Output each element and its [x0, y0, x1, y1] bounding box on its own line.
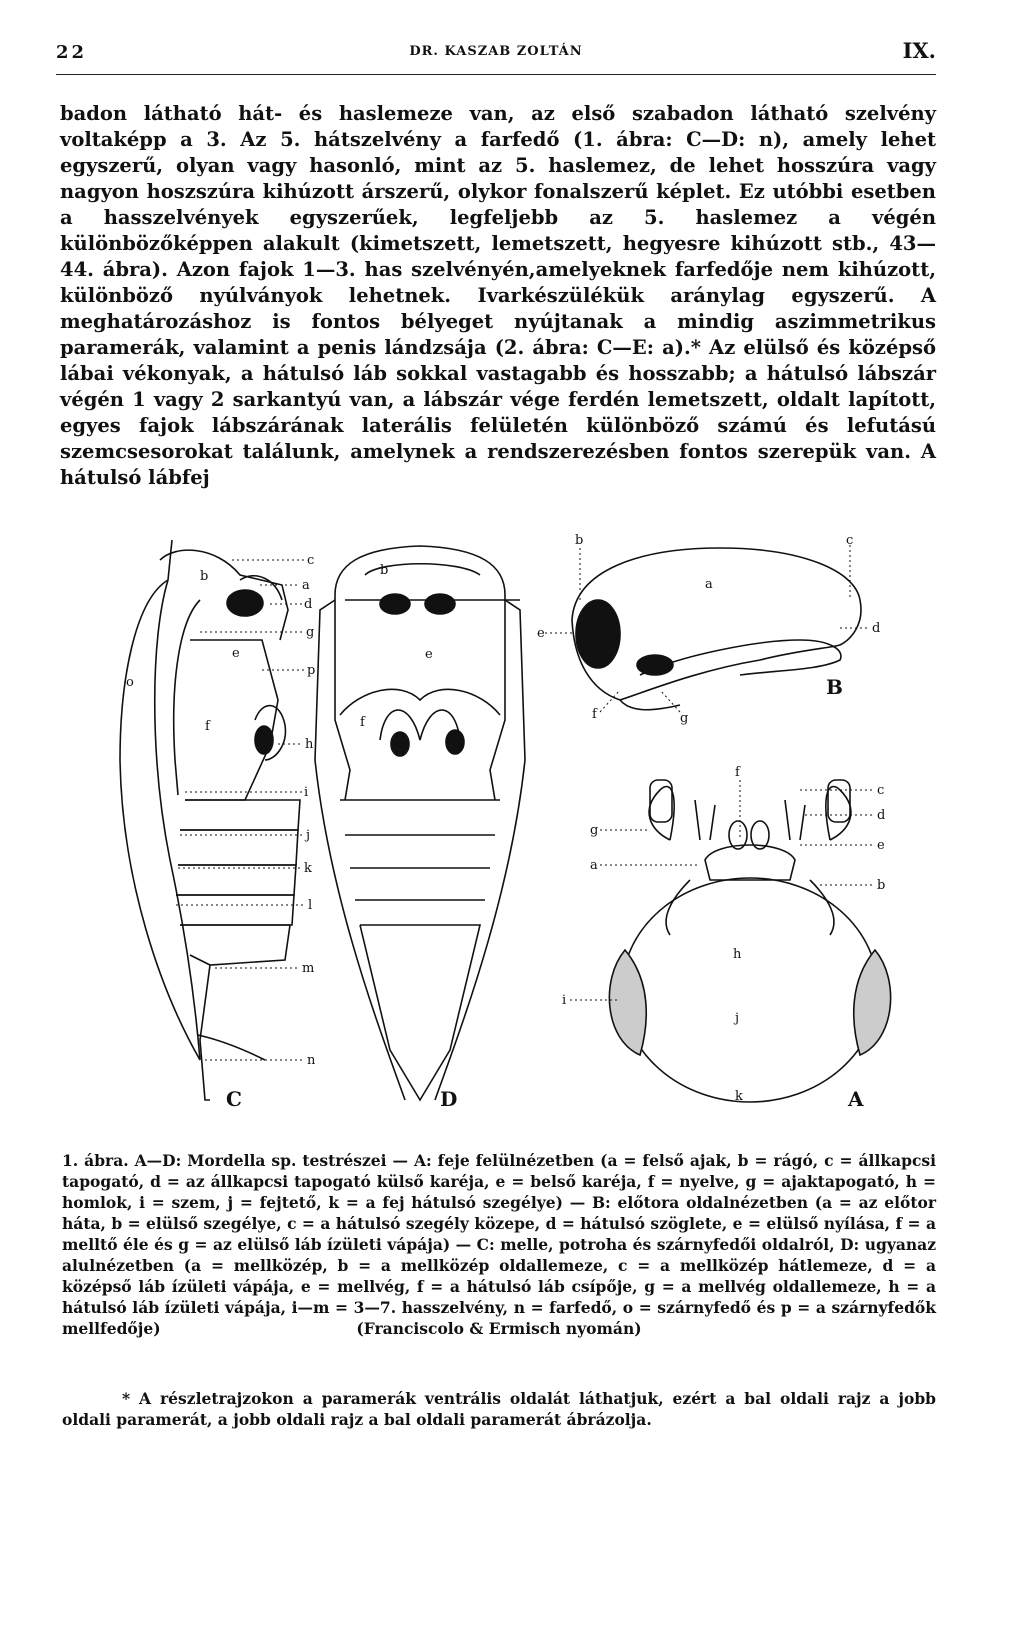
panel-a-head-drawing	[609, 780, 890, 1102]
label-c-d: d	[304, 597, 313, 612]
label-a-d: d	[877, 808, 886, 823]
label-a-i: i	[562, 993, 567, 1008]
label-b-f: f	[592, 707, 597, 722]
label-d-f: f	[360, 715, 365, 730]
label-a-a: a	[590, 858, 598, 873]
label-c-i: i	[304, 785, 309, 800]
panel-label-d: D	[440, 1087, 458, 1111]
panel-label-a: A	[848, 1087, 864, 1111]
label-b-b: b	[575, 533, 584, 548]
label-a-k: k	[735, 1089, 743, 1104]
label-b-e: e	[537, 626, 545, 641]
label-c-p: p	[307, 663, 316, 678]
page-number: 22	[56, 42, 88, 63]
label-c-c: c	[307, 553, 315, 568]
label-d-e: e	[425, 647, 433, 662]
label-c-e: e	[232, 646, 240, 661]
label-c-o: o	[126, 675, 134, 690]
label-c-k: k	[304, 861, 312, 876]
panel-label-b: B	[826, 675, 843, 699]
label-c-m: m	[302, 961, 315, 976]
panel-c-leader-lines	[176, 560, 309, 1060]
panel-a-labels	[562, 765, 885, 1104]
panel-c-lateral-drawing	[120, 540, 300, 1100]
label-a-g: g	[590, 823, 599, 838]
panel-b-pronotum-drawing	[572, 548, 861, 710]
figure-source: (Franciscolo & Ermisch nyomán)	[356, 1319, 642, 1338]
label-b-c: c	[846, 533, 854, 548]
label-b-g: g	[680, 711, 689, 726]
label-a-h: h	[733, 947, 742, 962]
label-c-a: a	[302, 578, 310, 593]
label-c-l: l	[308, 898, 313, 913]
label-d-b: b	[380, 563, 389, 578]
label-b-a: a	[705, 577, 713, 592]
running-head-author: DR. KASZAB ZOLTÁN	[409, 44, 583, 59]
label-a-b: b	[877, 878, 886, 893]
footnote: * A részletrajzokon a paramerák ventrális oldalát láthatjuk, ezért a bal oldali rajz a jobb oldali paramerát, a jobb oldali rajz a bal oldali paramerát ábrázolja.	[62, 1389, 936, 1429]
body-paragraph: badon látható hát- és haslemeze van, az első szabadon látható szelvény voltaképp a 3. Az 5. hátszelvény a farfedő (1. ábra: C—D: n), amely lehet egyszerű, olyan vagy hasonló, mint az 5. haslemez, de lehet hosszúra vagy nagyon hoszszúra kihúzott árszerű, olykor fonalszerű képlet. Ez utóbbi esetben a hasszelvények egyszerűek, legfeljebb az 5. haslemez a végén különbözőképpen alakult (kimetszett, lemetszett, hegyesre kihúzott stb., 43—44. ábra). Azon fajok 1—3. has szelvényén,amelyeknek farfedője nem kihúzott, különböző nyúlványok lehetnek. Ivarkészülékük aránylag egyszerű. A meghatározáshoz is fontos bélyeget nyújtanak a mindig aszimmetrikus paramerák, valamint a penis lándzsája (2. ábra: C—E: a).* Az elülső és középső lábai vékonyak, a hátulsó láb sokkal vastagabb és hosszabb; a hátulsó lábszár végén 1 vagy 2 sarkantyú van, a lábszár vége ferdén lemetszett, oldalt lapított, egyes fajok lábszárának laterális felületén különböző számú és lefutású szemcsesorokat találunk, amelynek a rendszerezésben fontos szerepük van. A hátulsó lábfej	[60, 102, 936, 489]
label-c-n: n	[307, 1053, 316, 1068]
label-c-j: j	[306, 828, 311, 843]
label-c-b: b	[200, 569, 209, 584]
label-c-h: h	[305, 737, 314, 752]
figure-caption: 1. ábra. A—D: Mordella sp. testrészei — A: feje felülnézetben (a = felső ajak, b = rágó, c = állkapcsi tapogató, d = az állkapcsi tapogató külső karéja, e = belső karéja, f = nyelve, g = ajaktapogató, h = homlok, i = szem, j = fejtető, k = a fej hátulsó szegélye) — B: előtora oldalnézetben (a = az előtor háta, b = elülső szegélye, c = a hátulsó szegély közepe, d = hátulsó szöglete, e = elülső nyílása, f = a melltő éle és g = az elülső láb ízületi vápája) — C: melle, potroha és szárnyfedői oldalról, D: ugyanaz alulnézetben (a = mellközép, b = a mellközép oldallemeze, c = a mellközép hátlemeze, d = a középső láb ízületi vápája, e = mellvég, f = a hátulsó láb csípője, g = a mellvég oldallemeze, h = a hátulsó láb ízületi vápája, i—m = 3—7. hasszelvény, n = farfedő, o = szárnyfedő és p = a szárnyfedők mellfedője)	[62, 1151, 936, 1338]
panel-label-c: C	[226, 1087, 242, 1111]
panel-c-labels	[126, 553, 316, 1068]
label-c-g: g	[306, 625, 315, 640]
label-b-d: d	[872, 621, 881, 636]
label-a-j: j	[735, 1011, 740, 1026]
panel-d-ventral-drawing	[315, 546, 525, 1100]
label-a-c: c	[877, 783, 885, 798]
label-a-f: f	[735, 765, 740, 780]
label-a-e: e	[877, 838, 885, 853]
volume-number: IX.	[902, 38, 936, 63]
label-c-f: f	[205, 719, 210, 734]
panel-d-labels	[360, 563, 433, 730]
